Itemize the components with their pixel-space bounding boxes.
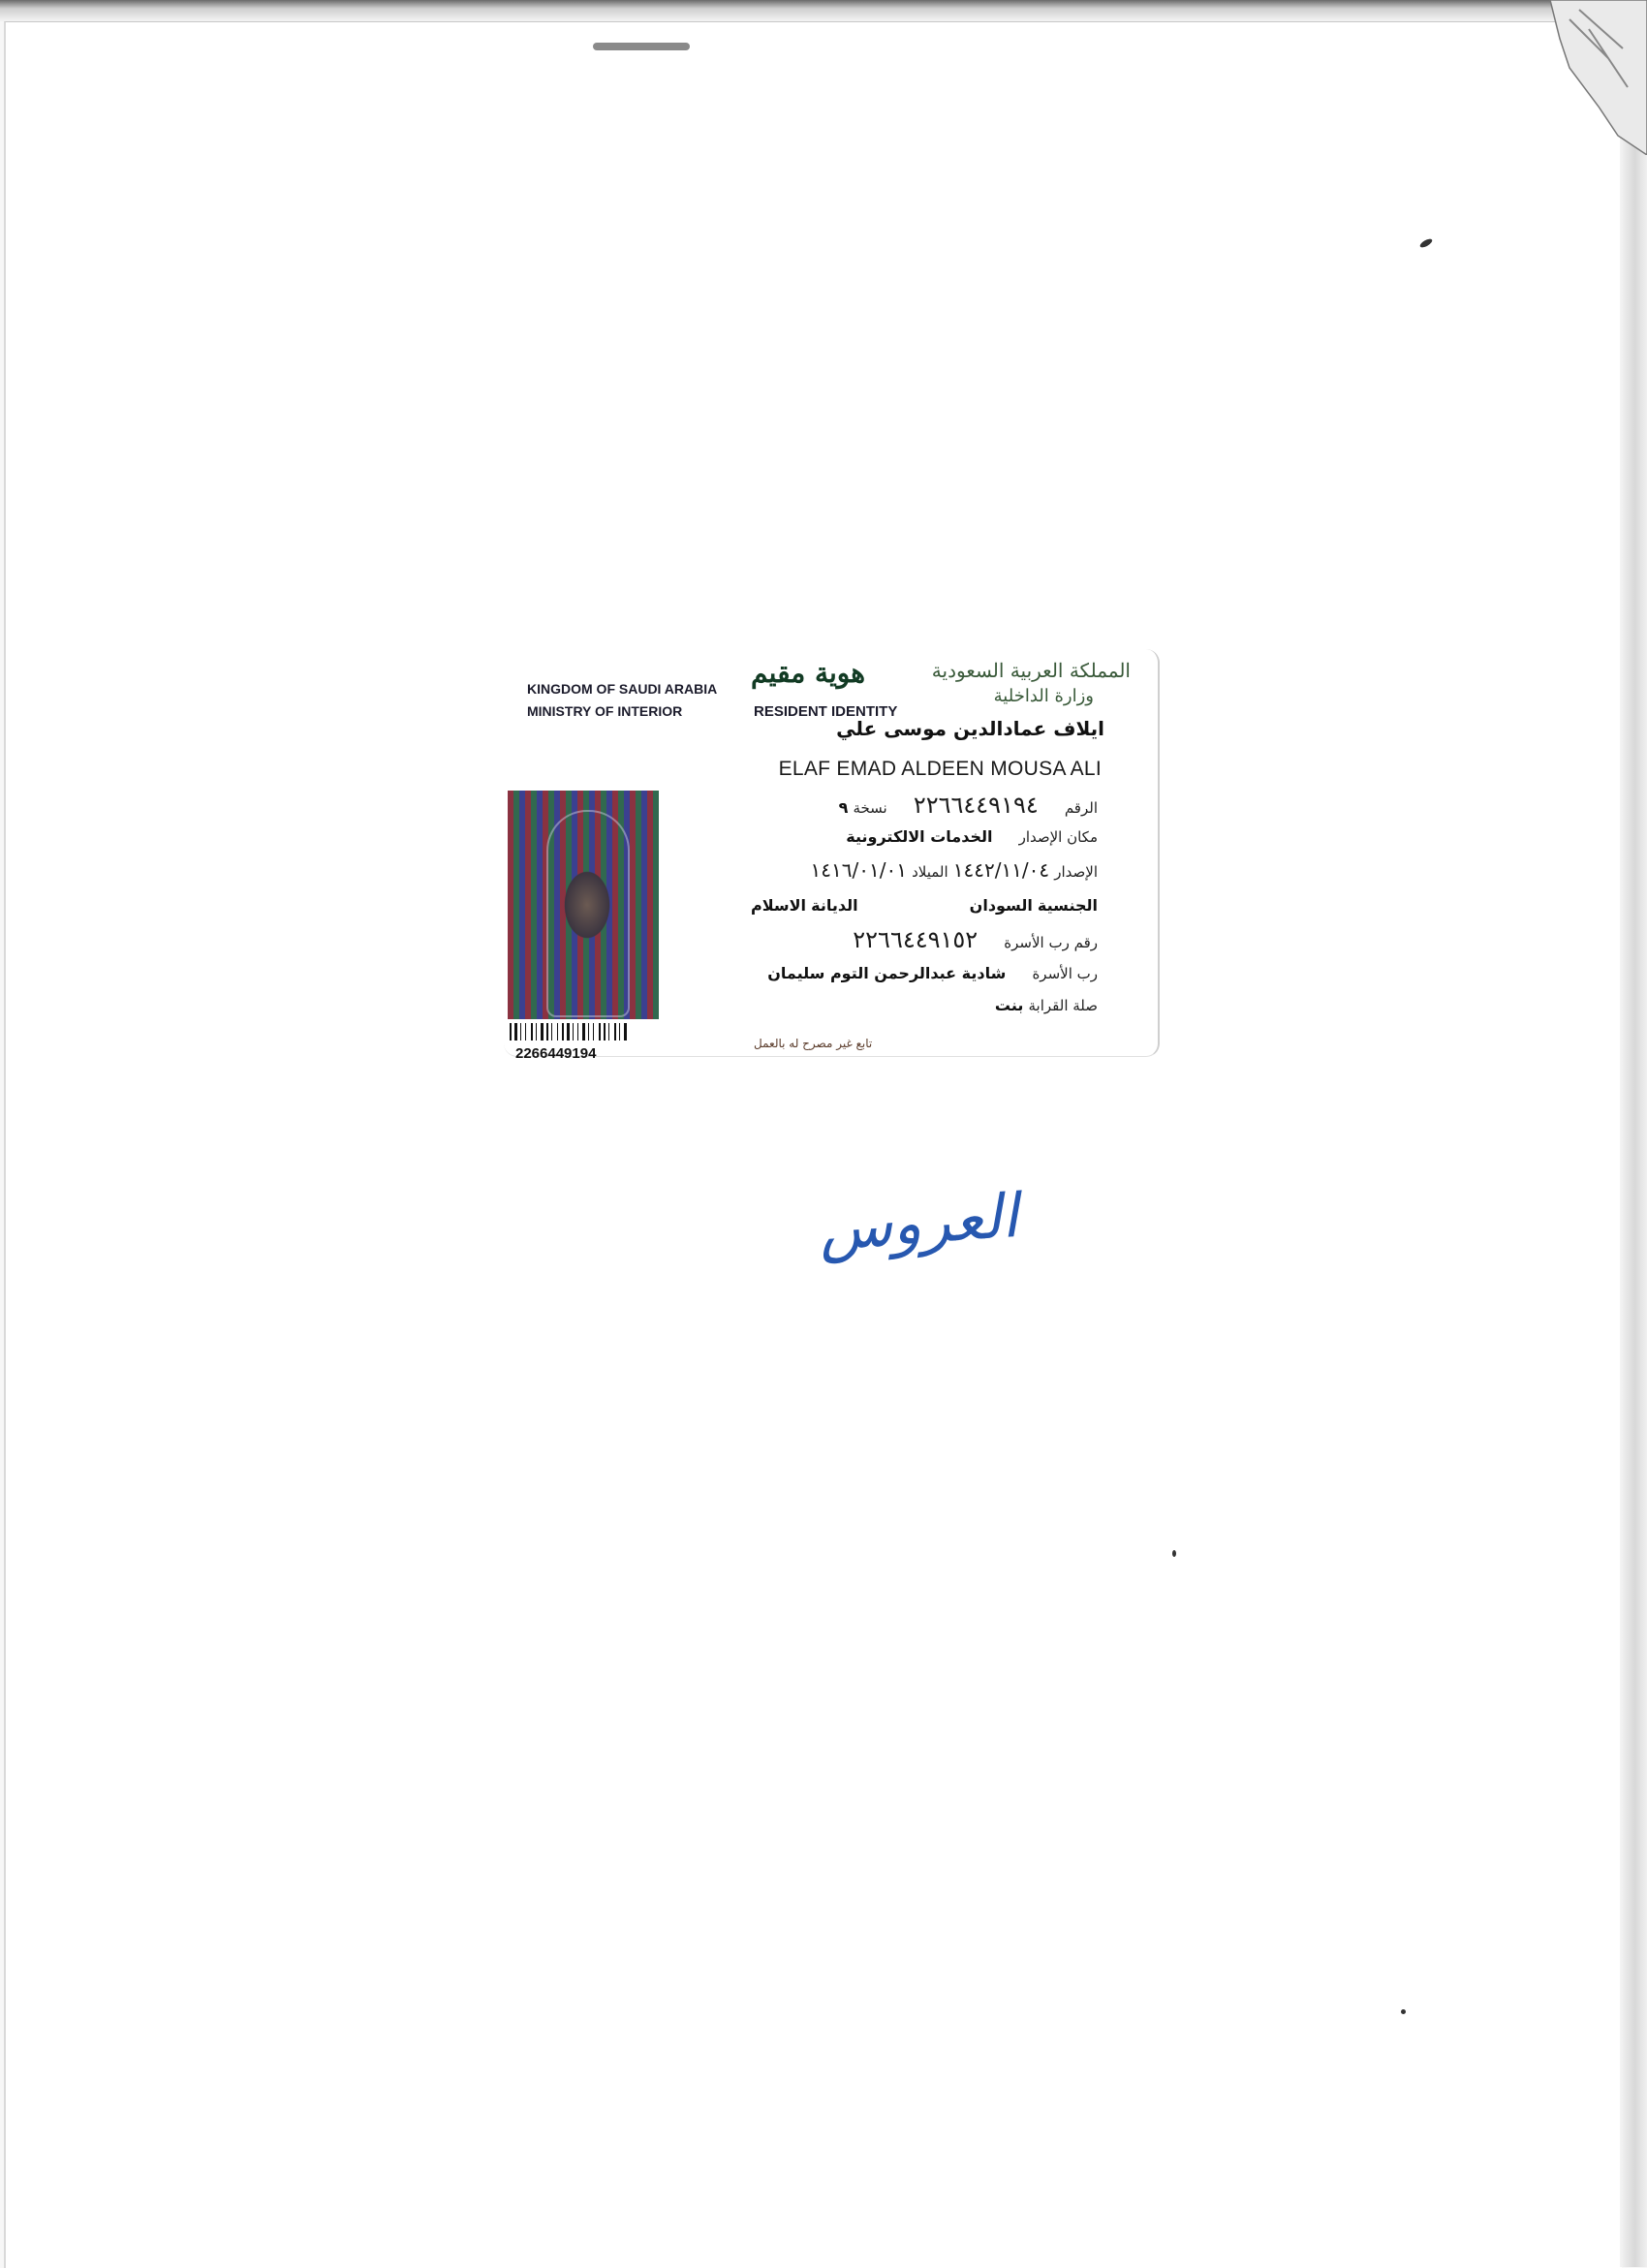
barcode-bar bbox=[534, 1023, 535, 1041]
barcode bbox=[510, 1023, 663, 1041]
barcode-bar bbox=[579, 1023, 581, 1041]
work-permit-note: تابع غير مصرح له بالعمل bbox=[754, 1037, 873, 1050]
id-number-row bbox=[839, 792, 1098, 819]
barcode-bar bbox=[544, 1023, 545, 1041]
id-number-value: ٢٢٦٦٤٤٩١٩٤ bbox=[913, 792, 1039, 819]
barcode-bar bbox=[614, 1023, 616, 1041]
relationship-label: صلة القرابة bbox=[1028, 997, 1098, 1014]
barcode-bar bbox=[608, 1023, 609, 1041]
version-value: ٩ bbox=[838, 798, 849, 817]
sponsor-id-value: ٢٢٦٦٤٤٩١٥٢ bbox=[853, 926, 979, 953]
issuer-en-line1: KINGDOM OF SAUDI ARABIA bbox=[527, 681, 718, 697]
document-title-english: RESIDENT IDENTITY bbox=[754, 703, 898, 720]
scan-top-edge bbox=[0, 0, 1647, 21]
barcode-bar bbox=[538, 1023, 540, 1041]
scan-speck bbox=[1172, 1550, 1176, 1557]
scan-speck bbox=[1401, 2009, 1406, 2014]
barcode-bar bbox=[602, 1023, 603, 1041]
sponsor-name-label: رب الأسرة bbox=[1032, 965, 1098, 982]
barcode-bar bbox=[546, 1023, 548, 1041]
barcode-bar bbox=[518, 1023, 519, 1041]
barcode-bar bbox=[575, 1023, 576, 1041]
birth-date-label: الميلاد bbox=[912, 863, 948, 881]
barcode-bar bbox=[541, 1023, 544, 1041]
barcode-bar bbox=[573, 1023, 574, 1041]
barcode-bar bbox=[531, 1023, 533, 1041]
scan-right-edge bbox=[1620, 19, 1647, 2267]
holder-photo bbox=[508, 791, 659, 1019]
issuer-ar-line2: وزارة الداخلية bbox=[993, 686, 1094, 706]
barcode-bar bbox=[610, 1023, 613, 1041]
barcode-bar bbox=[525, 1023, 526, 1041]
barcode-bar bbox=[553, 1023, 556, 1041]
barcode-bar bbox=[565, 1023, 566, 1041]
issuer-en-line2: MINISTRY OF INTERIOR bbox=[527, 703, 683, 719]
holder-name-english: ELAF EMAD ALDEEN MOUSA ALI bbox=[778, 758, 1102, 780]
sponsor-id-row bbox=[853, 926, 1098, 953]
nationality-religion-row bbox=[751, 896, 1098, 915]
religion-value: الاسلام bbox=[751, 896, 807, 915]
issuer-english bbox=[527, 678, 717, 723]
document-title-arabic: هوية مقيم bbox=[751, 657, 866, 689]
barcode-bar bbox=[599, 1023, 601, 1041]
holder-name-arabic: ايلاف عمادالدين موسى علي bbox=[836, 717, 1104, 740]
relationship-row bbox=[995, 996, 1098, 1014]
barcode-bar bbox=[549, 1023, 550, 1041]
barcode-bar bbox=[577, 1023, 578, 1041]
barcode-number: 2266449194 bbox=[515, 1045, 597, 1062]
scanned-page bbox=[4, 21, 1622, 2268]
barcode-bar bbox=[551, 1023, 552, 1041]
dates-row bbox=[811, 858, 1098, 882]
barcode-bar bbox=[595, 1023, 598, 1041]
id-number-label: الرقم bbox=[1064, 799, 1098, 817]
barcode-bar bbox=[590, 1023, 592, 1041]
barcode-bar bbox=[510, 1023, 512, 1041]
birth-date-value: ١٤١٦/٠١/٠١ bbox=[810, 858, 907, 882]
barcode-bar bbox=[619, 1023, 620, 1041]
barcode-bar bbox=[559, 1023, 561, 1041]
barcode-bar bbox=[624, 1023, 627, 1041]
barcode-bar bbox=[514, 1023, 517, 1041]
issuer-ar-line1: المملكة العربية السعودية bbox=[931, 659, 1131, 682]
photo-hijab-outline bbox=[546, 810, 630, 1017]
version-label: نسخة bbox=[853, 799, 887, 817]
barcode-bar bbox=[604, 1023, 606, 1041]
handwritten-note: العروس bbox=[816, 1179, 1021, 1265]
torn-corner-icon bbox=[1531, 0, 1647, 155]
barcode-bar bbox=[571, 1023, 572, 1041]
religion-label: الديانة bbox=[811, 896, 858, 915]
barcode-bar bbox=[536, 1023, 537, 1041]
barcode-bar bbox=[582, 1023, 585, 1041]
sponsor-id-label: رقم رب الأسرة bbox=[1004, 934, 1098, 951]
place-of-issue-label: مكان الإصدار bbox=[1018, 828, 1098, 846]
staple-mark bbox=[593, 43, 690, 50]
barcode-bar bbox=[588, 1023, 589, 1041]
barcode-bar bbox=[617, 1023, 618, 1041]
barcode-bar bbox=[593, 1023, 594, 1041]
nationality-label: الجنسية bbox=[1037, 896, 1098, 915]
barcode-bar bbox=[527, 1023, 530, 1041]
barcode-bar bbox=[586, 1023, 587, 1041]
barcode-bar bbox=[621, 1023, 623, 1041]
barcode-bar bbox=[562, 1023, 564, 1041]
barcode-bar bbox=[606, 1023, 607, 1041]
barcode-bar bbox=[557, 1023, 558, 1041]
relationship-value: بنت bbox=[994, 996, 1024, 1014]
sponsor-name-row bbox=[767, 964, 1098, 982]
nationality-value: السودان bbox=[969, 896, 1033, 915]
issue-date-value: ١٤٤٢/١١/٠٤ bbox=[952, 858, 1050, 882]
issue-date-label: الإصدار bbox=[1054, 863, 1098, 881]
place-of-issue-value: الخدمات الالكترونية bbox=[846, 827, 993, 846]
sponsor-name-value: شادية عبدالرحمن التوم سليمان bbox=[767, 964, 1007, 982]
barcode-bar bbox=[522, 1023, 524, 1041]
barcode-bar bbox=[567, 1023, 570, 1041]
barcode-bar bbox=[520, 1023, 521, 1041]
resident-id-card bbox=[504, 649, 1160, 1062]
place-of-issue-row bbox=[846, 827, 1098, 846]
